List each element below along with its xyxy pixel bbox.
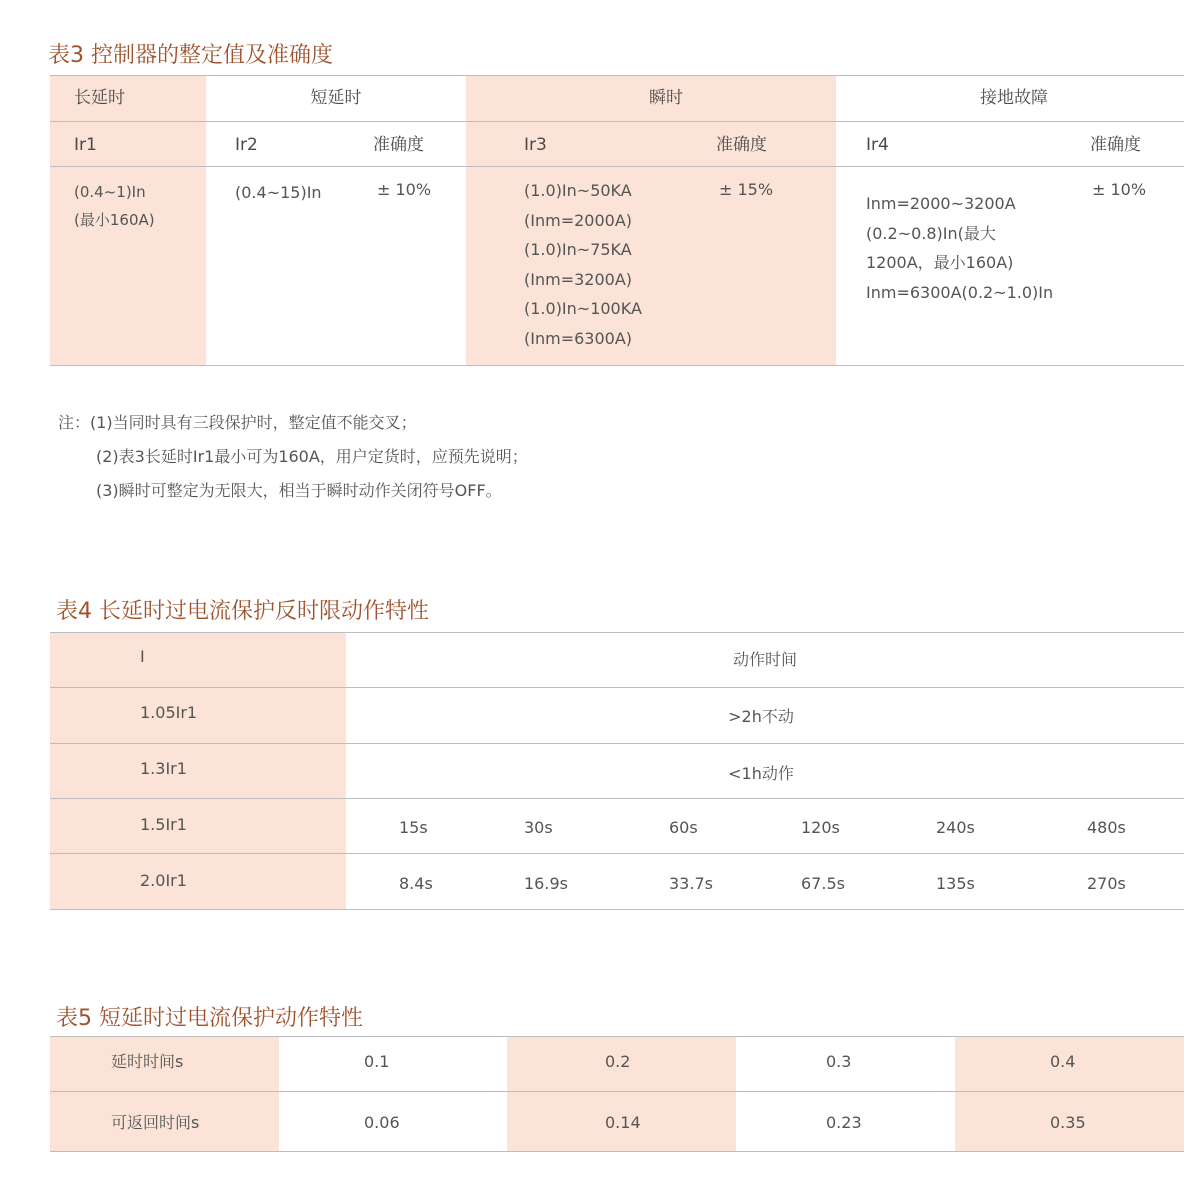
table3-rule-bottom: [50, 365, 1184, 366]
table4-cell: 8.4s: [399, 874, 433, 893]
table3-value-acc-ground: ± 10%: [1092, 180, 1147, 199]
table3-title: 表3 控制器的整定值及准确度: [48, 43, 333, 68]
table3-notes: [58, 406, 528, 508]
table3-value-ir2: (0.4~15)In: [235, 183, 322, 202]
table4-rule-3: [50, 798, 1184, 799]
table5-rule-1: [50, 1091, 1184, 1092]
table4-rule-top: [50, 632, 1184, 633]
table3-value-ir3: (1.0)In~50KA (Inm=2000A) (1.0)In~75KA (Inm=3200A) (1.0)In~100KA (Inm=6300A): [524, 181, 642, 348]
table3-value-ir1: (0.4~1)In (最小160A): [74, 183, 155, 229]
table4-label-col-bg: [50, 633, 346, 909]
note-1: 注：(1)当同时具有三段保护时，整定值不能交叉；: [58, 413, 417, 432]
table4-cell: 33.7s: [669, 874, 713, 893]
table5-row-label: 延时时间s: [111, 1052, 184, 1071]
table4-row-label: 2.0Ir1: [140, 871, 187, 890]
table4-row-label: 1.3Ir1: [140, 759, 187, 778]
table3-header-ground: 接地故障: [980, 88, 1048, 108]
table5-cell: 0.2: [605, 1052, 631, 1071]
table4-row-label: 1.05Ir1: [140, 703, 198, 722]
table4-cell: 15s: [399, 818, 428, 837]
table4-row-text: >2h不动: [728, 707, 794, 726]
table4-cell: 30s: [524, 818, 553, 837]
table5-cell: 0.4: [1050, 1052, 1076, 1071]
note-2: (2)表3长延时Ir1最小可为160A，用户定货时，应预先说明；: [96, 447, 528, 466]
table5-title: 表5 短延时过电流保护动作特性: [56, 1006, 363, 1031]
table3-header-long: 长延时: [74, 88, 125, 108]
table4-cell: 480s: [1087, 818, 1126, 837]
table4-row-text: <1h动作: [728, 764, 794, 783]
table4-cell: 240s: [936, 818, 975, 837]
table3-subheader-ir1: Ir1: [74, 135, 97, 155]
table3-subheader-acc-ground: 准确度: [1090, 135, 1141, 155]
table3-subheader-ir4: Ir4: [866, 135, 889, 155]
table3-col-instant-bg: [466, 76, 836, 365]
table3-value-acc-instant: ± 15%: [719, 180, 774, 199]
table4-cell: 67.5s: [801, 874, 845, 893]
table4-header-i: I: [140, 647, 145, 666]
table4-row-label: 1.5Ir1: [140, 815, 187, 834]
table3-subheader-ir2: Ir2: [235, 135, 258, 155]
table5-cell: 0.14: [605, 1113, 641, 1132]
table4-cell: 60s: [669, 818, 698, 837]
table5-cell: 0.35: [1050, 1113, 1086, 1132]
table4-title: 表4 长延时过电流保护反时限动作特性: [56, 599, 429, 624]
table4-cell: 135s: [936, 874, 975, 893]
table4-cell: 270s: [1087, 874, 1126, 893]
table5-rule-bottom: [50, 1151, 1184, 1152]
table3-rule-1: [50, 121, 1184, 122]
note-3: (3)瞬时可整定为无限大，相当于瞬时动作关闭符号OFF。: [96, 481, 502, 500]
table4-cell: 120s: [801, 818, 840, 837]
table3-value-ir4: Inm=2000~3200A (0.2~0.8)In(最大 1200A，最小160A) Inm=6300A(0.2~1.0)In: [866, 194, 1054, 302]
table4-cell: 16.9s: [524, 874, 568, 893]
table3-subheader-acc-short: 准确度: [373, 135, 424, 155]
table5-cell: 0.06: [364, 1113, 400, 1132]
table3-rule-2: [50, 166, 1184, 167]
table4-rule-2: [50, 743, 1184, 744]
table5-cell: 0.23: [826, 1113, 862, 1132]
table3-subheader-ir3: Ir3: [524, 135, 547, 155]
table3-rule-top: [50, 75, 1184, 76]
table3-subheader-acc-instant: 准确度: [716, 135, 767, 155]
table5-cell: 0.3: [826, 1052, 852, 1071]
table3-value-acc-short: ± 10%: [377, 180, 432, 199]
table4-rule-bottom: [50, 909, 1184, 910]
table5-cell: 0.1: [364, 1052, 390, 1071]
table5-row-label: 可返回时间s: [111, 1113, 200, 1132]
table4-rule-4: [50, 853, 1184, 854]
table3-header-instant: 瞬时: [649, 88, 683, 108]
table5-rule-top: [50, 1036, 1184, 1037]
table3-header-short: 短延时: [310, 88, 362, 108]
table4-header-time: 动作时间: [732, 650, 797, 669]
table4-rule-1: [50, 687, 1184, 688]
